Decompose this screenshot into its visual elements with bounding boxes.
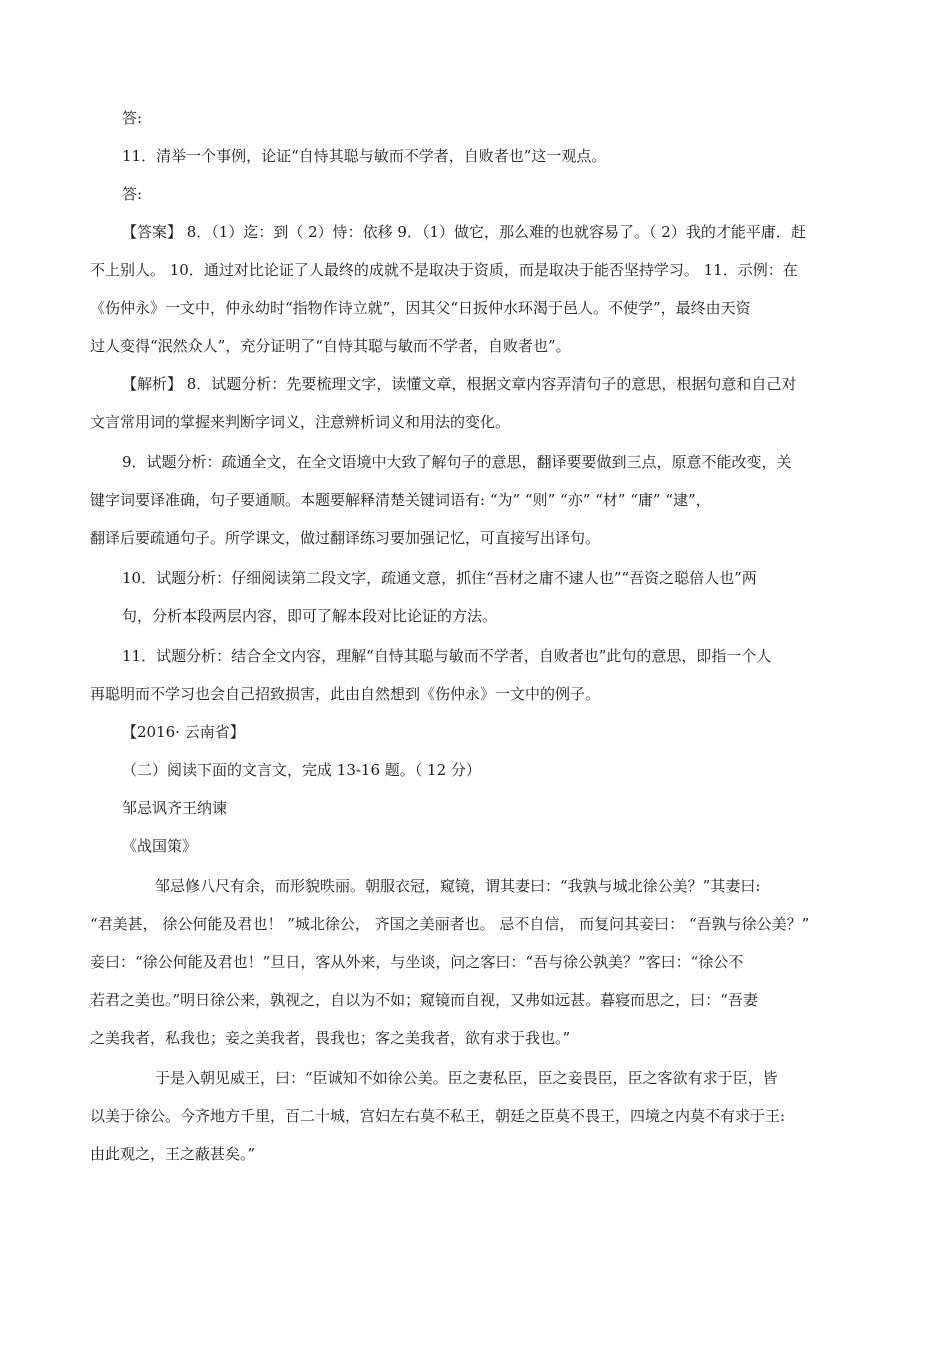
answer-key-line: 过人变得“泯然众人”，充分证明了“自恃其聪与敏而不学者，自败者也”。 xyxy=(90,337,571,355)
analysis-line: 【解析】 8．试题分析：先要梳理文字，读懂文章，根据文章内容弄清句子的意思，根据句意和自己对 xyxy=(122,375,797,393)
analysis-line: 再聪明而不学习也会自己招致损害，此由自然想到《伤仲永》一文中的例子。 xyxy=(90,685,601,703)
passage-title: 邹忌讽齐王纳谏 xyxy=(122,799,228,817)
passage-line: 邹忌修八尺有余，而形貌昳丽。朝服衣冠，窥镜，谓其妻曰：“我孰与城北徐公美？”其妻曰: xyxy=(155,877,761,895)
analysis-line: 11．试题分析：结合全文内容，理解“自恃其聪与敏而不学者，自败者也”此句的意思，即指一个人 xyxy=(122,647,772,665)
answer-label: 答: xyxy=(122,109,143,127)
answer-label: 答: xyxy=(122,185,143,203)
analysis-line: 翻译后要疏通句子。所学课文，做过翻译练习要加强记忆，可直接写出译句。 xyxy=(90,529,601,547)
answer-key-line: 【答案】 8．（1）迄：到（ 2）恃：依移 9．（1）做它，那么难的也就容易了。（ 2）我的才能平庸．赶 xyxy=(122,223,806,241)
analysis-line: 句，分析本段两层内容，即可了解本段对比论证的方法。 xyxy=(122,607,498,625)
answer-key-line: 不上别人。 10．通过对比论证了人最终的成就不是取决于资质，而是取决于能否坚持学习。 11．示例：在 xyxy=(90,261,798,279)
passage-line: 妾曰：“徐公何能及君也！”旦日，客从外来，与坐谈，问之客曰：“吾与徐公孰美？”客曰：“徐公不 xyxy=(90,953,744,971)
passage-source: 《战国策》 xyxy=(122,837,198,855)
passage-line: 若君之美也。”明日徐公来，孰视之，自以为不如；窥镜而自视，又弗如远甚。暮寝而思之，曰：“吾妻 xyxy=(90,991,758,1009)
section-instruction: （二）阅读下面的文言文，完成 13-16 题。（ 12 分） xyxy=(122,761,481,779)
passage-line: 由此观之，王之蔽甚矣。” xyxy=(90,1145,256,1163)
passage-line: 以美于徐公。今齐地方千里，百二十城，宫妇左右莫不私王，朝廷之臣莫不畏王，四境之内莫不有求于王: xyxy=(90,1107,786,1125)
answer-key-line: 《伤仲永》一文中，仲永幼时“指物作诗立就”，因其父“日扳仲水环渴于邑人。不使学”，最终由天资 xyxy=(90,299,751,317)
analysis-line: 10．试题分析：仔细阅读第二段文字，疏通文意，抓住“吾材之庸不逮人也”“吾资之聪倍人也”两 xyxy=(122,569,757,587)
passage-line: “君美甚， 徐公何能及君也！ ”城北徐公， 齐国之美丽者也。 忌不自信， 而复问其妾曰： “吾孰与徐公美？” xyxy=(90,915,810,933)
passage-line: 之美我者，私我也；妾之美我者，畏我也；客之美我者，欲有求于我也。” xyxy=(90,1029,571,1047)
question-11: 11．清举一个事例，论证“自恃其聪与敏而不学者，自败者也”这一观点。 xyxy=(122,147,607,165)
analysis-line: 键字词要译准确，句子要通顺。本题要解释清楚关键词语有: “为” “则” “亦” “材” “庸” “逮”， xyxy=(90,491,711,509)
source-heading: 【2016· 云南省】 xyxy=(122,723,245,741)
passage-line: 于是入朝见威王，曰：“臣诚知不如徐公美。臣之妻私臣，臣之妾畏臣，臣之客欲有求于臣，皆 xyxy=(155,1069,778,1087)
analysis-line: 文言常用词的掌握来判断字词义，注意辨析词义和用法的变化。 xyxy=(90,413,511,431)
analysis-line: 9．试题分析：疏通全文，在全文语境中大致了解句子的意思，翻译要要做到三点，原意不能改变，关 xyxy=(122,453,792,471)
